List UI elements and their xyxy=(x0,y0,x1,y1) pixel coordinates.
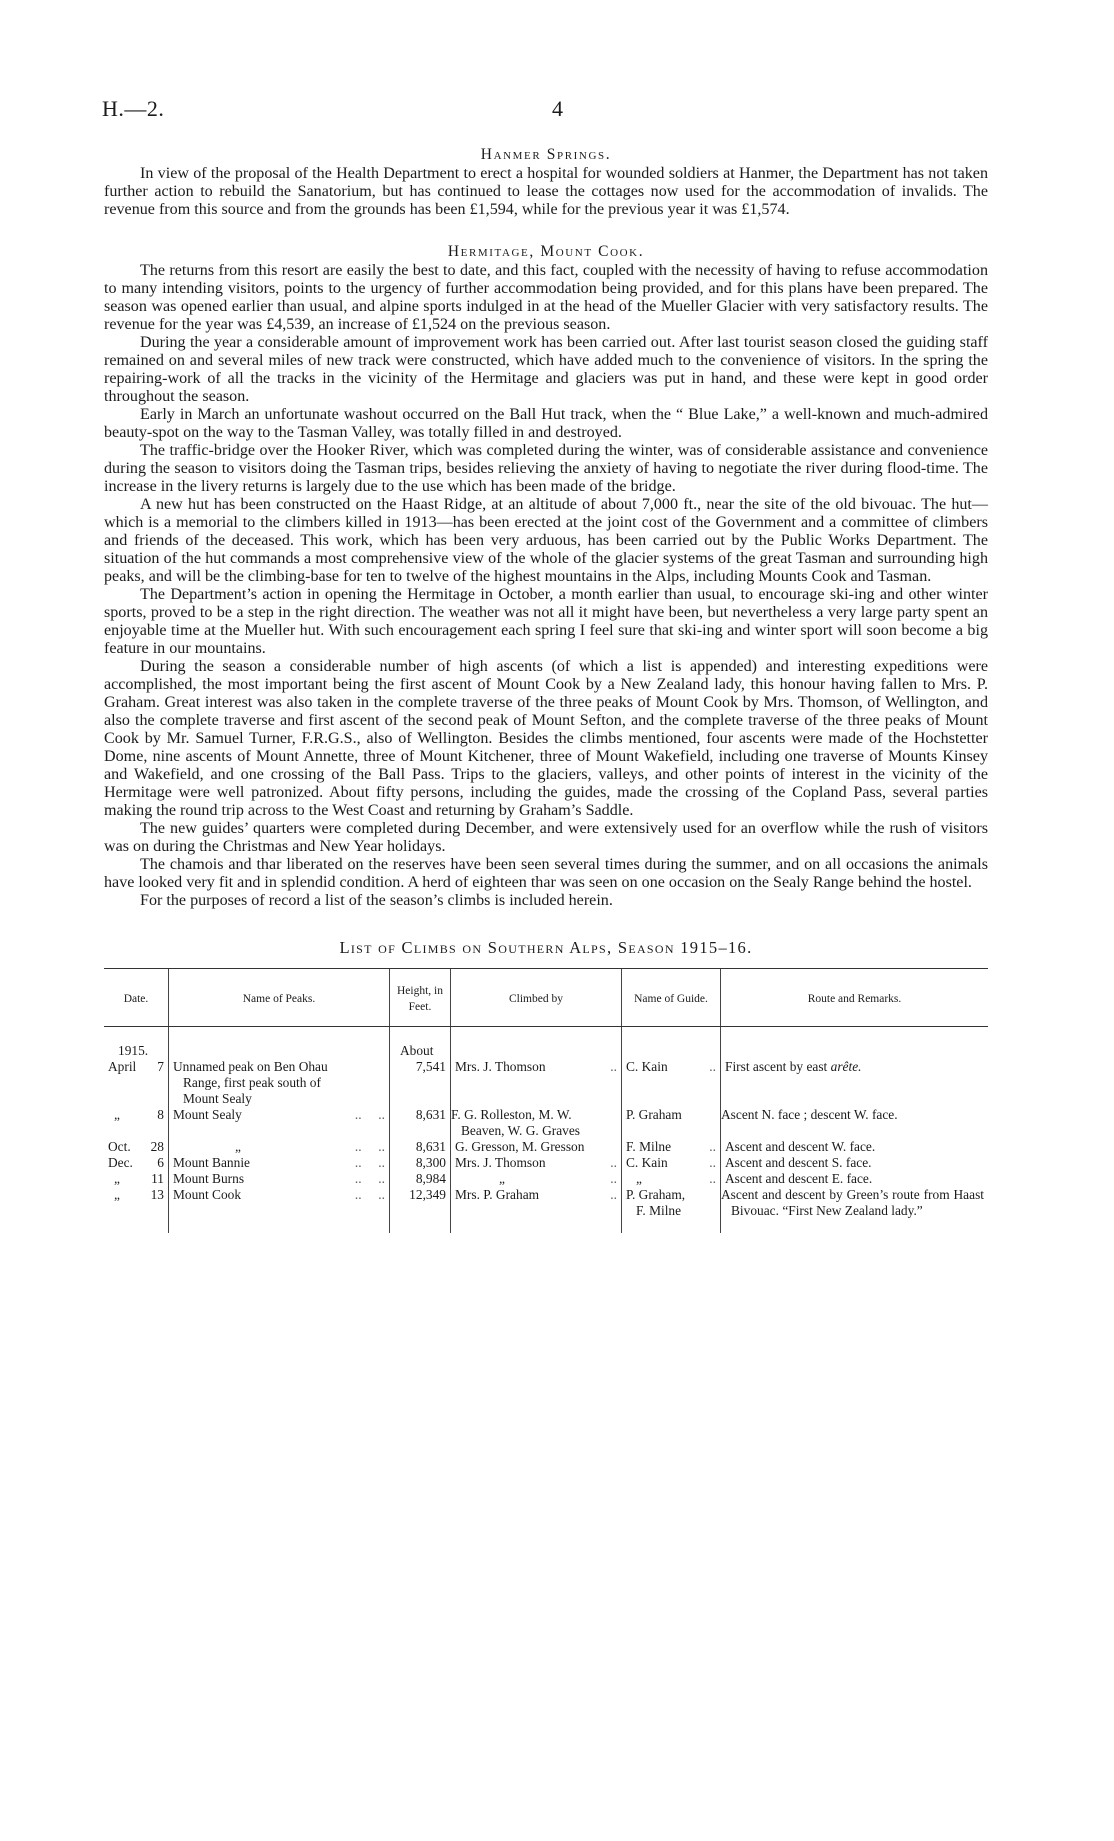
height-prefix: About xyxy=(400,1043,434,1058)
header-peak: Name of Peaks. xyxy=(169,969,390,1027)
table-header-row xyxy=(104,969,988,1027)
paragraph: The new guides’ quarters were completed during December, and were extensively used for an overflow while the rush of visitors was on during the Christmas and New Year holidays. xyxy=(104,820,988,855)
cell-climbed-by: Mrs. P. Graham xyxy=(455,1187,540,1202)
page-number: 4 xyxy=(552,96,563,121)
paragraph: The chamois and thar liberated on the reserves have been seen several times during the summer, and on all occasions the animals have looked very fit and in splendid condition. A herd of eighteen thar was seen on one occasion on the Sealy Range behind the hostel. xyxy=(104,856,988,891)
header-date: Date. xyxy=(104,969,169,1027)
cell-height: 8,631 xyxy=(390,1139,451,1155)
cell-guide: P. Graham, F. Milne xyxy=(622,1187,721,1233)
cell-height: 8,984 xyxy=(390,1171,451,1187)
climbs-table xyxy=(104,968,988,1233)
paragraph: During the season a considerable number of high ascents (of which a list is appended) and interesting expeditions were accomplished, the most important being the first ascent of Mount Cook by a New Zealand lady, this honour having fallen to Mrs. P. Graham. Great interest was also taken in the complete traverse of the three peaks of Mount Cook by Mrs. Thomson, of Wellington, and also the complete traverse and first ascent of the second peak of Mount Sefton, and the complete traverse of the three peaks of Mount Cook by Mr. Samuel Turner, F.R.G.S., also of Wellington. Besides the climbs mentioned, four ascents were made of the Hochstetter Dome, nine ascents of Mount Annette, three of Mount Kitchener, three of Mount Wakefield, including one traverse of Mounts Kinsey and Wakefield, and one crossing of the Ball Pass. Trips to the glaciers, valleys, and other points of interest in the vicinity of the Hermitage were well patronized. About fifty persons, including the guides, made the crossing of the Copland Pass, several parties making the round trip across to the West Coast and returning by Graham’s Saddle. xyxy=(104,658,988,819)
paragraph: Early in March an unfortunate washout occurred on the Ball Hut track, when the “ Blue Lake,” a well-known and much-admired beauty-spot on the way to the Tasman Valley, was totally filled in and destroyed. xyxy=(104,406,988,441)
header-height: Height, in Feet. xyxy=(390,969,451,1027)
cell-height: 8,300 xyxy=(390,1155,451,1171)
cell-climbed-by: Mrs. J. Thomson .. xyxy=(455,1059,617,1074)
cell-height: 7,541 xyxy=(415,1059,446,1074)
table-row: „ 11 Mount Burns .. .. 8,984 „ .. „ .. Ascent and descent E. face. xyxy=(104,1171,988,1187)
section-title-hanmer: Hanmer Springs. xyxy=(480,146,612,163)
cell-day: 13 xyxy=(150,1187,164,1202)
cell-day: 7 xyxy=(157,1059,164,1074)
cell-month: „ xyxy=(114,1187,120,1202)
cell-climbed-by: Mrs. J. Thomson xyxy=(455,1155,546,1170)
cell-day: 6 xyxy=(157,1155,164,1170)
cell-month: „ xyxy=(114,1171,120,1186)
cell-day: 28 xyxy=(150,1139,164,1154)
cell-climbed-by: G. Gresson, M. Gresson xyxy=(451,1139,622,1155)
document-body xyxy=(104,144,988,1233)
cell-month: April xyxy=(108,1059,137,1074)
table-row: „ 8 Mount Sealy .. .. 8,631 F. G. Rolleston, M. W. Beaven, W. G. Graves P. Graham Ascent N. face ; descent W. face. xyxy=(104,1107,988,1139)
cell-peak: Unnamed peak on Ben Ohau Range, first peak south of Mount Sealy xyxy=(173,1059,328,1106)
table-row: Dec. 6 Mount Bannie .. .. 8,300 Mrs. J. Thomson .. C. Kain .. Ascent and descent S. face. xyxy=(104,1155,988,1171)
paragraph: A new hut has been constructed on the Haast Ridge, at an altitude of about 7,000 ft., near the site of the old bivouac. The hut—which is a memorial to the climbers killed in 1913—has been erected at the joint cost of the Government and a committee of climbers and friends of the deceased. This work, which has been very arduous, has been carried out by the Public Works Department. The situation of the hut commands a most comprehensive view of the whole of the glacier systems of the great Tasman and surrounding high peaks, and will be the climbing-base for ten to twelve of the highest mountains in the Alps, including Mounts Cook and Tasman. xyxy=(104,496,988,585)
header-climbed-by: Climbed by xyxy=(451,969,622,1027)
document-reference: H.—2. xyxy=(102,96,165,121)
cell-guide: P. Graham xyxy=(622,1107,721,1139)
cell-route: First ascent by east arête. xyxy=(725,1059,862,1074)
cell-peak: Mount Bannie xyxy=(173,1155,250,1170)
cell-day: 11 xyxy=(151,1171,164,1186)
paragraph: The Department’s action in opening the Hermitage in October, a month earlier than usual, to encourage ski-ing and other winter sports, proved to be a step in the right direction. The weather was not all it might have been, but nevertheless a very large party spent an enjoyable time at the Mueller hut. With such encouragement each spring I feel sure that ski-ing and winter sport will soon become a big feature in our mountains. xyxy=(104,586,988,657)
paragraph: The traffic-bridge over the Hooker River, which was completed during the winter, was of considerable assistance and convenience during the season to visitors doing the Tasman trips, besides relieving the anxiety of having to negotiate the river during flood-time. The increase in the livery returns is largely due to the use which has been made of the bridge. xyxy=(104,442,988,495)
cell-peak: „ xyxy=(235,1139,241,1154)
cell-day: 8 xyxy=(157,1107,164,1122)
header-route: Route and Remarks. xyxy=(721,969,989,1027)
cell-route: Ascent and descent E. face. xyxy=(721,1171,989,1187)
cell-height: 8,631 xyxy=(390,1107,451,1139)
cell-route: Ascent and descent W. face. xyxy=(721,1139,989,1155)
cell-route: Ascent and descent by Green’s route from Haast Bivouac. “First New Zealand lady.” xyxy=(721,1187,989,1233)
cell-month: Dec. xyxy=(108,1155,133,1170)
cell-peak: Mount Cook xyxy=(173,1187,242,1202)
paragraph: In view of the proposal of the Health Department to erect a hospital for wounded soldiers at Hanmer, the Department has not taken further action to rebuild the Sanatorium, but has continued to lease the cottages now used for the accommodation of invalids. The revenue from this source and from the grounds has been £1,594, while for the previous year it was £1,574. xyxy=(104,165,988,218)
cell-peak: Mount Sealy xyxy=(173,1107,242,1122)
cell-height: 12,349 xyxy=(390,1187,451,1233)
cell-guide: C. Kain xyxy=(626,1155,668,1170)
table-row: Oct. 28 „ .. .. 8,631 G. Gresson, M. Gresson F. Milne .. Ascent and descent W. face. xyxy=(104,1139,988,1155)
paragraph: During the year a considerable amount of improvement work has been carried out. After last tourist season closed the guiding staff remained on and several miles of new track were constructed, which have added much to the convenience of visitors. In the spring the repairing-work of all the tracks in the vicinity of the Hermitage and glaciers was put in hand, and these were kept in good order throughout the season. xyxy=(104,334,988,405)
cell-climbed-by: „ xyxy=(499,1171,505,1186)
cell-month: Oct. xyxy=(108,1139,131,1154)
cell-guide: F. Milne xyxy=(626,1139,672,1154)
cell-guide: „ xyxy=(636,1171,642,1186)
section-title-hermitage: Hermitage, Mount Cook. xyxy=(447,243,645,260)
paragraph: The returns from this resort are easily the best to date, and this fact, coupled with the necessity of having to refuse accommodation to many intending visitors, points to the urgency of further accommodation being provided, and for this plans have been prepared. The season was opened earlier than usual, and alpine sports indulged in at the head of the Mueller Glacier with very satisfactory results. The revenue for the year was £4,539, an increase of £1,524 on the previous season. xyxy=(104,262,988,333)
header-guide: Name of Guide. xyxy=(622,969,721,1027)
cell-climbed-by: F. G. Rolleston, M. W. Beaven, W. G. Graves xyxy=(451,1107,622,1139)
cell-month: „ xyxy=(114,1107,120,1122)
paragraph: For the purposes of record a list of the season’s climbs is included herein. xyxy=(140,892,613,909)
cell-guide: C. Kain .. xyxy=(626,1059,716,1074)
cell-peak: Mount Burns xyxy=(173,1171,245,1186)
year-label: 1915. xyxy=(118,1043,149,1058)
cell-route: Ascent N. face ; descent W. face. xyxy=(721,1107,989,1139)
table-row xyxy=(104,1027,988,1108)
table-row: „ 13 Mount Cook .. .. 12,349 Mrs. P. Graham .. P. Graham, F. Milne Ascent and descent by Green’s route from Haast Bivouac. “First New Zealand lady.” xyxy=(104,1187,988,1233)
table-title: List of Climbs on Southern Alps, Season 1915–16. xyxy=(339,938,753,957)
cell-route: Ascent and descent S. face. xyxy=(721,1155,989,1171)
